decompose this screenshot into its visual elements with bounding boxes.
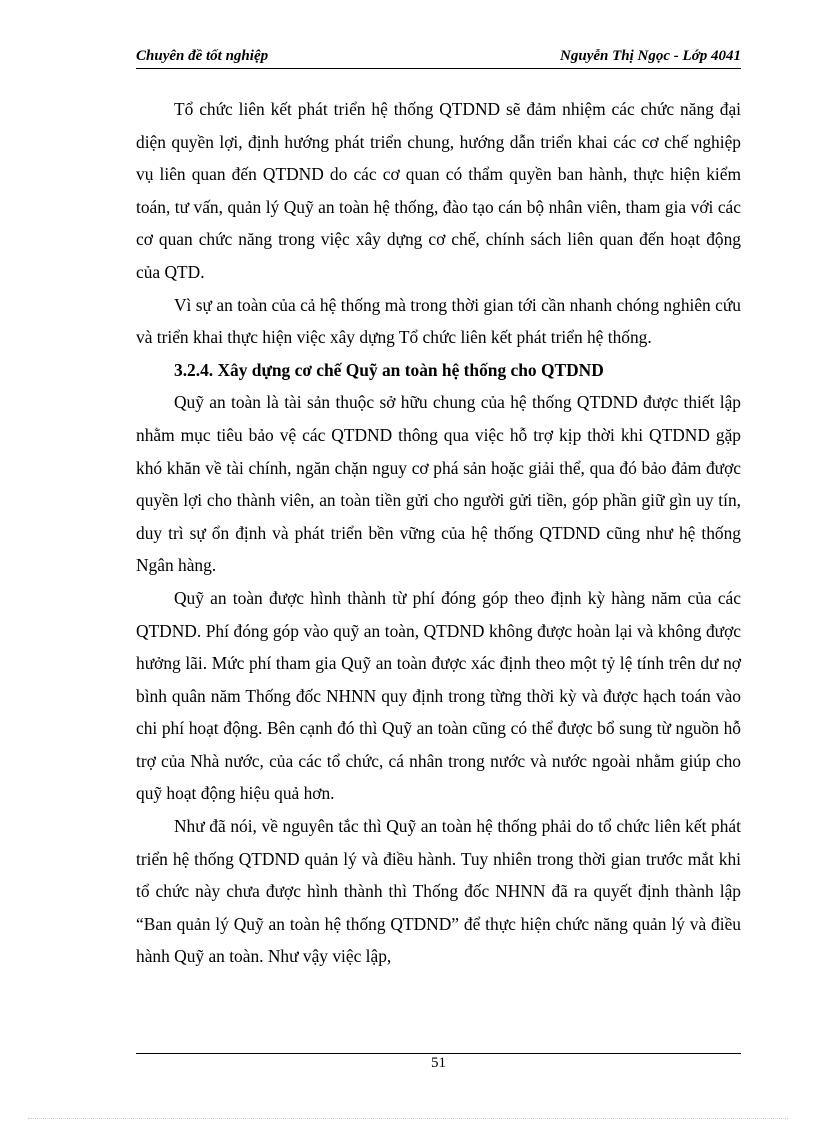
page-header — [136, 48, 741, 69]
header-author-class: Nguyễn Thị Ngọc - Lớp 4041 — [560, 48, 741, 64]
page-bottom-dotted-border — [28, 1118, 788, 1119]
section-heading: 3.2.4. Xây dựng cơ chế Quỹ an toàn hệ thống cho QTDND — [174, 359, 604, 380]
paragraph-3: Quỹ an toàn là tài sản thuộc sở hữu chung của hệ thống QTDND được thiết lập nhằm mục tiêu bảo vệ các QTDND thông qua việc hỗ trợ kịp thời khi QTDND gặp khó khăn về tài chính, ngăn chặn nguy cơ phá sản hoặc giải thể, qua đó bảo đảm được quyền lợi cho thành viên, an toàn tiền gửi cho người gửi tiền, góp phần giữ gìn uy tín, duy trì sự ổn định và phát triển bền vững của hệ thống QTDND cũng như hệ thống Ngân hàng. — [136, 392, 741, 576]
page-number: 51 — [431, 1055, 446, 1071]
footer-divider — [136, 1053, 741, 1054]
paragraph-4: Quỹ an toàn được hình thành từ phí đóng góp theo định kỳ hàng năm của các QTDND. Phí đóng góp vào quỹ an toàn, QTDND không được hoàn lại và không được hưởng lãi. Mức phí tham gia Quỹ an toàn được xác định theo một tỷ lệ tính trên dư nợ bình quân năm Thống đốc NHNN quy định trong từng thời kỳ và được hạch toán vào chi phí hoạt động. Bên cạnh đó thì Quỹ an toàn cũng có thể được bổ sung từ nguồn hỗ trợ của Nhà nước, của các tổ chức, cá nhân trong nước và nước ngoài nhằm giúp cho quỹ hoạt động hiệu quả hơn. — [136, 587, 741, 804]
header-document-type: Chuyên đề tốt nghiệp — [136, 48, 269, 64]
paragraph-5: Như đã nói, về nguyên tắc thì Quỹ an toàn hệ thống phải do tổ chức liên kết phát triển hệ thống QTDND quản lý và điều hành. Tuy nhiên trong thời gian trước mắt khi tổ chức này chưa được hình thành thì Thống đốc NHNN đã ra quyết định thành lập “Ban quản lý Quỹ an toàn hệ thống QTDND” để thực hiện chức năng quản lý và điều hành Quỹ an toàn. Như vậy việc lập, — [136, 816, 741, 967]
paragraph-1: Tổ chức liên kết phát triển hệ thống QTDND sẽ đảm nhiệm các chức năng đại diện quyền lợi, định hướng phát triển chung, hướng dẫn triển khai các cơ chế nghiệp vụ liên quan đến QTDND do các cơ quan có thẩm quyền ban hành, thực hiện kiểm toán, tư vấn, quản lý Quỹ an toàn hệ thống, đào tạo cán bộ nhân viên, tham gia với các cơ quan chức năng trong việc xây dựng cơ chế, chính sách liên quan đến hoạt động của QTD. — [136, 99, 741, 282]
paragraph-2: Vì sự an toàn của cả hệ thống mà trong thời gian tới cần nhanh chóng nghiên cứu và triển khai thực hiện việc xây dựng Tổ chức liên kết phát triển hệ thống. — [136, 294, 741, 348]
page-body — [136, 93, 741, 973]
